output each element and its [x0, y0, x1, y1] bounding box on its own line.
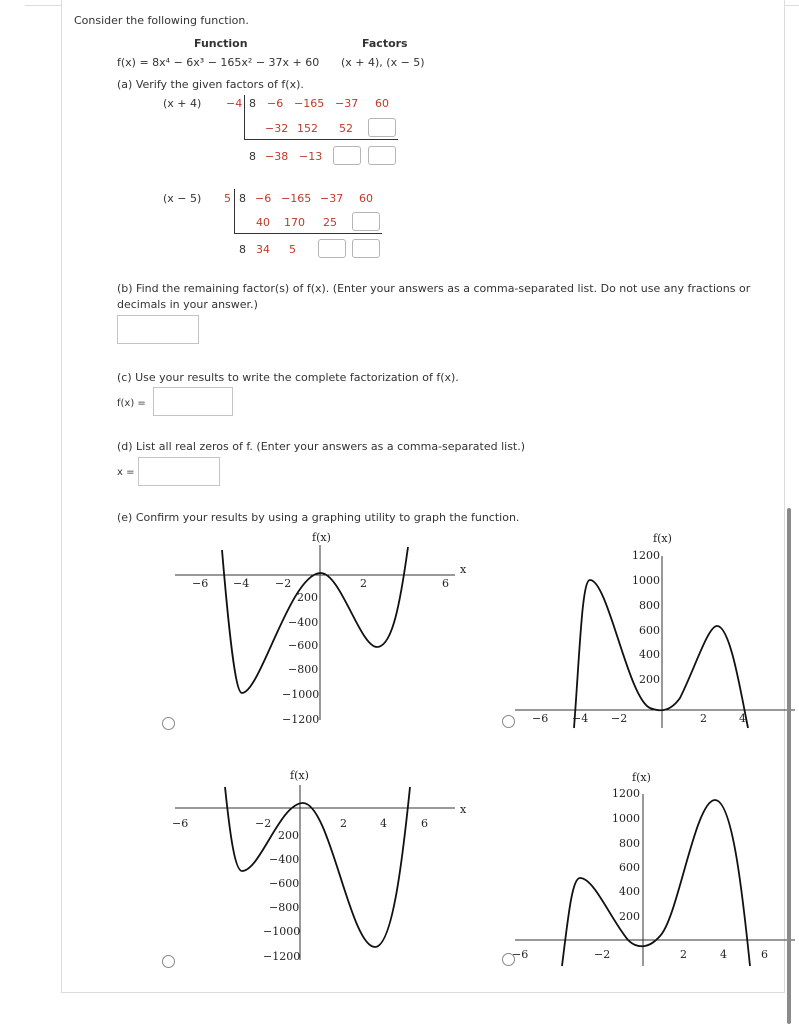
div2-bracket-vertical [234, 189, 235, 233]
factors-expression: (x + 4), (x − 5) [341, 56, 425, 69]
g3-ytick-4: −800 [269, 901, 300, 914]
div1-r3-c3: −13 [299, 150, 323, 163]
g1-xlabel: x [460, 563, 467, 576]
graph-option-2 [510, 528, 795, 733]
part-a-text: (a) Verify the given factors of f(x). [117, 78, 304, 91]
g4-ytick-3: 800 [619, 837, 640, 850]
g1-xtick-1: −6 [192, 577, 209, 590]
g2-ytick-6: 200 [639, 673, 660, 686]
part-d-text: (d) List all real zeros of f. (Enter your answers as a comma-separated list.) [117, 440, 526, 453]
div1-r1-c1: 8 [249, 97, 256, 110]
fx-label: f(x) = [117, 398, 146, 409]
div1-r1-c3: −165 [294, 97, 325, 110]
part-b-text: (b) Find the remaining factor(s) of f(x). (Enter your answers as a comma-separated list. Do not use any fractions or [117, 282, 751, 295]
g4-ytick-5: 400 [619, 885, 640, 898]
g3-ytick-2: −400 [269, 853, 300, 866]
g2-xtick-4: 2 [700, 712, 707, 725]
g2-ytick-3: 800 [639, 599, 660, 612]
g4-xtick-3: 2 [680, 948, 687, 961]
factorization-input[interactable] [153, 387, 233, 416]
g3-xtick-5: 6 [421, 817, 428, 830]
div2-r1-c4: −37 [320, 192, 344, 205]
g1-xtick-4: 2 [360, 577, 367, 590]
div1-r3-c4-input[interactable] [333, 146, 361, 165]
div2-r3-c3: 5 [289, 243, 296, 256]
g3-ytick-6: −1200 [263, 950, 301, 963]
div1-bracket-vertical [244, 95, 245, 139]
div2-r1-c1: 8 [239, 192, 246, 205]
g2-ytick-5: 400 [639, 648, 660, 661]
g2-curve [574, 580, 748, 728]
g1-ytick-4: −800 [288, 663, 319, 676]
g4-ytick-6: 200 [619, 910, 640, 923]
function-expression: f(x) = 8x⁴ − 6x³ − 165x² − 37x + 60 [117, 56, 320, 69]
g2-ylabel: f(x) [653, 532, 672, 545]
div2-r1-c3: −165 [281, 192, 312, 205]
intro-text: Consider the following function. [74, 14, 249, 27]
div1-r3-c5-input[interactable] [368, 146, 396, 165]
div2-r3-c4-input[interactable] [318, 239, 346, 258]
g1-xtick-6: 6 [442, 577, 449, 590]
part-b-text-2: decimals in your answer.) [117, 298, 258, 311]
div2-factor: (x − 5) [163, 192, 202, 205]
header-function: Function [194, 37, 248, 50]
zeros-input[interactable] [138, 457, 220, 486]
g3-xtick-3: 2 [340, 817, 347, 830]
g4-xtick-4: 4 [720, 948, 727, 961]
scrollbar[interactable] [787, 508, 791, 1024]
div1-r3-c1: 8 [249, 150, 256, 163]
g3-ytick-5: −1000 [263, 925, 301, 938]
g1-ytick-1: 200 [297, 591, 318, 604]
g1-ylabel: f(x) [312, 531, 331, 544]
g2-xtick-2: −4 [572, 712, 589, 725]
div2-r3-c5-input[interactable] [352, 239, 380, 258]
g1-ytick-5: −1000 [282, 688, 320, 701]
div1-r2-c3: 152 [297, 122, 318, 135]
g3-xtick-1: −6 [172, 817, 189, 830]
div1-r1-c4: −37 [335, 97, 359, 110]
g1-ytick-6: −1200 [282, 713, 320, 726]
g1-ytick-3: −600 [288, 639, 319, 652]
part-c-text: (c) Use your results to write the complete factorization of f(x). [117, 371, 459, 384]
div2-r1-c2: −6 [255, 192, 272, 205]
g3-curve [225, 787, 410, 947]
div1-r3-c2: −38 [265, 150, 289, 163]
div1-bracket-horizontal [244, 139, 398, 140]
graph-option-4 [510, 768, 795, 973]
div2-r3-c2: 34 [256, 243, 270, 256]
div2-divisor: 5 [224, 192, 231, 205]
g3-ytick-3: −600 [269, 877, 300, 890]
g2-xtick-3: −2 [611, 712, 628, 725]
g4-xtick-2: −2 [594, 948, 611, 961]
g1-ytick-2: −400 [288, 616, 319, 629]
g4-ytick-2: 1000 [612, 812, 640, 825]
g1-xtick-2: −4 [233, 577, 250, 590]
g4-xtick-1: −6 [512, 948, 529, 961]
div2-r2-c2: 40 [256, 216, 270, 229]
x-label: x = [117, 467, 135, 478]
div1-r2-c2: −32 [265, 122, 289, 135]
g2-xtick-5: 4 [739, 712, 746, 725]
graph-option-3 [170, 765, 470, 970]
div2-r2-c4: 25 [323, 216, 337, 229]
div1-r1-c5: 60 [375, 97, 389, 110]
g4-curve [562, 800, 750, 966]
g3-ylabel: f(x) [290, 769, 309, 782]
graph-option-1 [170, 525, 470, 730]
g4-xtick-5: 6 [761, 948, 768, 961]
g2-ytick-2: 1000 [632, 574, 660, 587]
g4-ytick-4: 600 [619, 861, 640, 874]
div1-r2-c4: 52 [339, 122, 353, 135]
g4-ylabel: f(x) [632, 771, 651, 784]
remaining-factors-input[interactable] [117, 315, 199, 344]
g2-ytick-1: 1200 [632, 549, 660, 562]
div2-r1-c5: 60 [359, 192, 373, 205]
g3-xlabel: x [460, 803, 467, 816]
div2-r2-c5-input[interactable] [352, 212, 380, 231]
header-factors: Factors [362, 37, 408, 50]
g2-ytick-4: 600 [639, 624, 660, 637]
div1-divisor: −4 [226, 97, 243, 110]
part-e-text: (e) Confirm your results by using a graphing utility to graph the function. [117, 511, 520, 524]
g2-xtick-1: −6 [532, 712, 549, 725]
div2-r2-c3: 170 [284, 216, 305, 229]
g3-xtick-4: 4 [380, 817, 387, 830]
g1-xtick-3: −2 [275, 577, 292, 590]
div1-r2-c5-input[interactable] [368, 118, 396, 137]
div1-r1-c2: −6 [267, 97, 284, 110]
div2-bracket-horizontal [234, 233, 382, 234]
div2-r3-c1: 8 [239, 243, 246, 256]
g4-ytick-1: 1200 [612, 787, 640, 800]
g3-xtick-2: −2 [255, 817, 272, 830]
div1-factor: (x + 4) [163, 97, 202, 110]
g3-ytick-1: 200 [278, 829, 299, 842]
